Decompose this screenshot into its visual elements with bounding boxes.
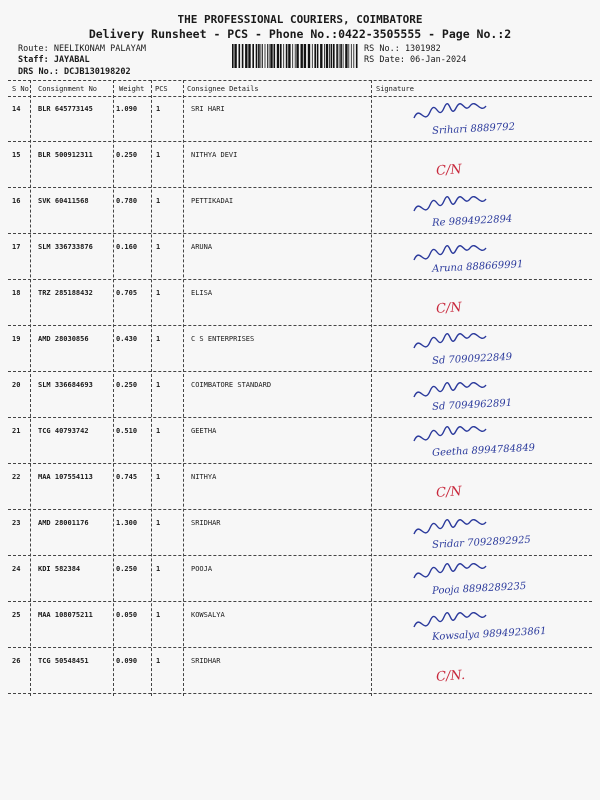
row-weight: 0.250 [116,381,138,389]
svg-text:C/N: C/N [435,162,463,179]
row-pcs: 1 [156,289,161,297]
row-weight: 1.300 [116,519,138,527]
row-sno: 23 [12,519,21,527]
row-sno: 24 [12,565,21,573]
row-consignment-no: SVK 60411568 [38,197,89,205]
row-divider [8,325,592,326]
rs-number: RS No.: 1301982 [364,44,441,54]
col-header-consignee: Consignee Details [187,85,259,93]
col-header-consignment: Consignment No [38,85,98,93]
row-consignment-no: KDI 582384 [38,565,81,573]
row-weight: 0.510 [116,427,138,435]
drs-number: DRS No.: DCJB130198202 [18,67,131,77]
row-divider [8,417,592,418]
row-consignment-no: TCG 40793742 [38,427,89,435]
row-divider [8,371,592,372]
row-pcs: 1 [156,611,161,619]
row-sno: 26 [12,657,21,665]
row-consignee: COIMBATORE STANDARD [191,381,272,389]
row-sno: 19 [12,335,21,343]
row-consignee: ELISA [191,289,213,297]
row-consignee: ARUNA [191,243,213,251]
row-divider [8,463,592,464]
row-pcs: 1 [156,473,161,481]
row-divider [8,647,592,648]
row-divider [8,187,592,188]
table-top-border [8,80,592,81]
row-pcs: 1 [156,427,161,435]
row-weight: 0.090 [116,657,138,665]
col-header-signature: Signature [376,85,414,93]
col-divider [113,80,114,696]
row-consignee: POOJA [191,565,213,573]
row-sno: 21 [12,427,21,435]
row-weight: 1.090 [116,105,138,113]
row-divider [8,693,592,694]
col-divider [30,80,31,696]
row-consignment-no: BLR 500912311 [38,151,93,159]
cn-mark [408,282,578,324]
row-consignment-no: MAA 108075211 [38,611,93,619]
row-weight: 0.745 [116,473,138,481]
signature-mark [408,604,578,646]
row-consignment-no: TRZ 285188432 [38,289,93,297]
staff-label: Staff: JAYABAL [18,55,90,65]
row-consignee: SRI HARI [191,105,225,113]
header-divider [8,96,592,97]
signature-mark [408,374,578,416]
row-consignee: SRIDHAR [191,657,221,665]
col-header-sno: S No [12,85,29,93]
svg-text:Aruna 888669991: Aruna 888669991 [431,259,524,275]
row-weight: 0.780 [116,197,138,205]
svg-text:Geetha 8994784849: Geetha 8994784849 [431,442,536,459]
svg-text:Re 9894922894: Re 9894922894 [431,213,513,229]
row-weight: 0.160 [116,243,138,251]
row-consignee: PETTIKADAI [191,197,234,205]
row-consignment-no: SLM 336684693 [38,381,93,389]
row-consignee: GEETHA [191,427,217,435]
row-sno: 18 [12,289,21,297]
row-consignment-no: AMD 28030856 [38,335,89,343]
row-pcs: 1 [156,151,161,159]
row-pcs: 1 [156,519,161,527]
company-title: THE PROFESSIONAL COURIERS, COIMBATORE [177,13,423,26]
row-sno: 17 [12,243,21,251]
row-consignment-no: TCG 50548451 [38,657,89,665]
row-weight: 0.250 [116,151,138,159]
row-divider [8,509,592,510]
svg-text:Kowsalya 9894923861: Kowsalya 9894923861 [431,625,547,643]
row-pcs: 1 [156,565,161,573]
runsheet-table [8,80,592,696]
rs-date: RS Date: 06-Jan-2024 [364,55,467,65]
row-weight: 0.705 [116,289,138,297]
row-divider [8,279,592,280]
row-sno: 15 [12,151,21,159]
svg-text:Sridar 7092892925: Sridar 7092892925 [431,534,532,551]
row-divider [8,555,592,556]
col-divider [151,80,152,696]
row-weight: 0.430 [116,335,138,343]
row-consignment-no: AMD 28001176 [38,519,89,527]
row-consignment-no: SLM 336733876 [38,243,93,251]
row-divider [8,601,592,602]
row-consignee: C S ENTERPRISES [191,335,255,343]
svg-text:Pooja 8898289235: Pooja 8898289235 [431,580,527,597]
col-header-weight: Weight [119,85,145,93]
row-pcs: 1 [156,657,161,665]
row-pcs: 1 [156,335,161,343]
row-consignment-no: MAA 107554113 [38,473,93,481]
signature-mark [408,512,578,554]
row-pcs: 1 [156,243,161,251]
svg-text:Sd 7090922849: Sd 7090922849 [431,351,513,367]
row-sno: 14 [12,105,21,113]
signature-mark [408,420,578,462]
svg-text:Sd 7094962891: Sd 7094962891 [431,397,513,413]
col-header-pcs: PCS [155,85,168,93]
signature-mark [408,328,578,370]
row-consignee: NITHYA [191,473,217,481]
cn-mark [408,650,578,692]
row-weight: 0.250 [116,565,138,573]
svg-text:C/N: C/N [435,300,463,317]
route-label: Route: NEELIKONAM PALAYAM [18,44,146,54]
signature-mark [408,190,578,232]
row-divider [8,233,592,234]
row-pcs: 1 [156,197,161,205]
runsheet-title: Delivery Runsheet - PCS - Phone No.:0422-3505555 - Page No.:2 [88,27,512,41]
signature-mark [408,98,578,140]
row-consignee: SRIDHAR [191,519,221,527]
row-divider [8,141,592,142]
row-consignment-no: BLR 645773145 [38,105,93,113]
col-divider [183,80,184,696]
svg-text:C/N: C/N [435,484,463,501]
row-sno: 22 [12,473,21,481]
cn-mark [408,466,578,508]
row-consignee: KOWSALYA [191,611,225,619]
svg-text:C/N.: C/N. [435,667,466,685]
barcode [232,44,358,68]
row-sno: 16 [12,197,21,205]
cn-mark [408,144,578,186]
row-sno: 25 [12,611,21,619]
svg-text:Srihari 8889792: Srihari 8889792 [431,121,516,137]
row-sno: 20 [12,381,21,389]
col-divider [371,80,372,696]
row-weight: 0.050 [116,611,138,619]
row-pcs: 1 [156,381,161,389]
row-pcs: 1 [156,105,161,113]
row-consignee: NITHYA DEVI [191,151,238,159]
signature-mark [408,558,578,600]
signature-mark [408,236,578,278]
